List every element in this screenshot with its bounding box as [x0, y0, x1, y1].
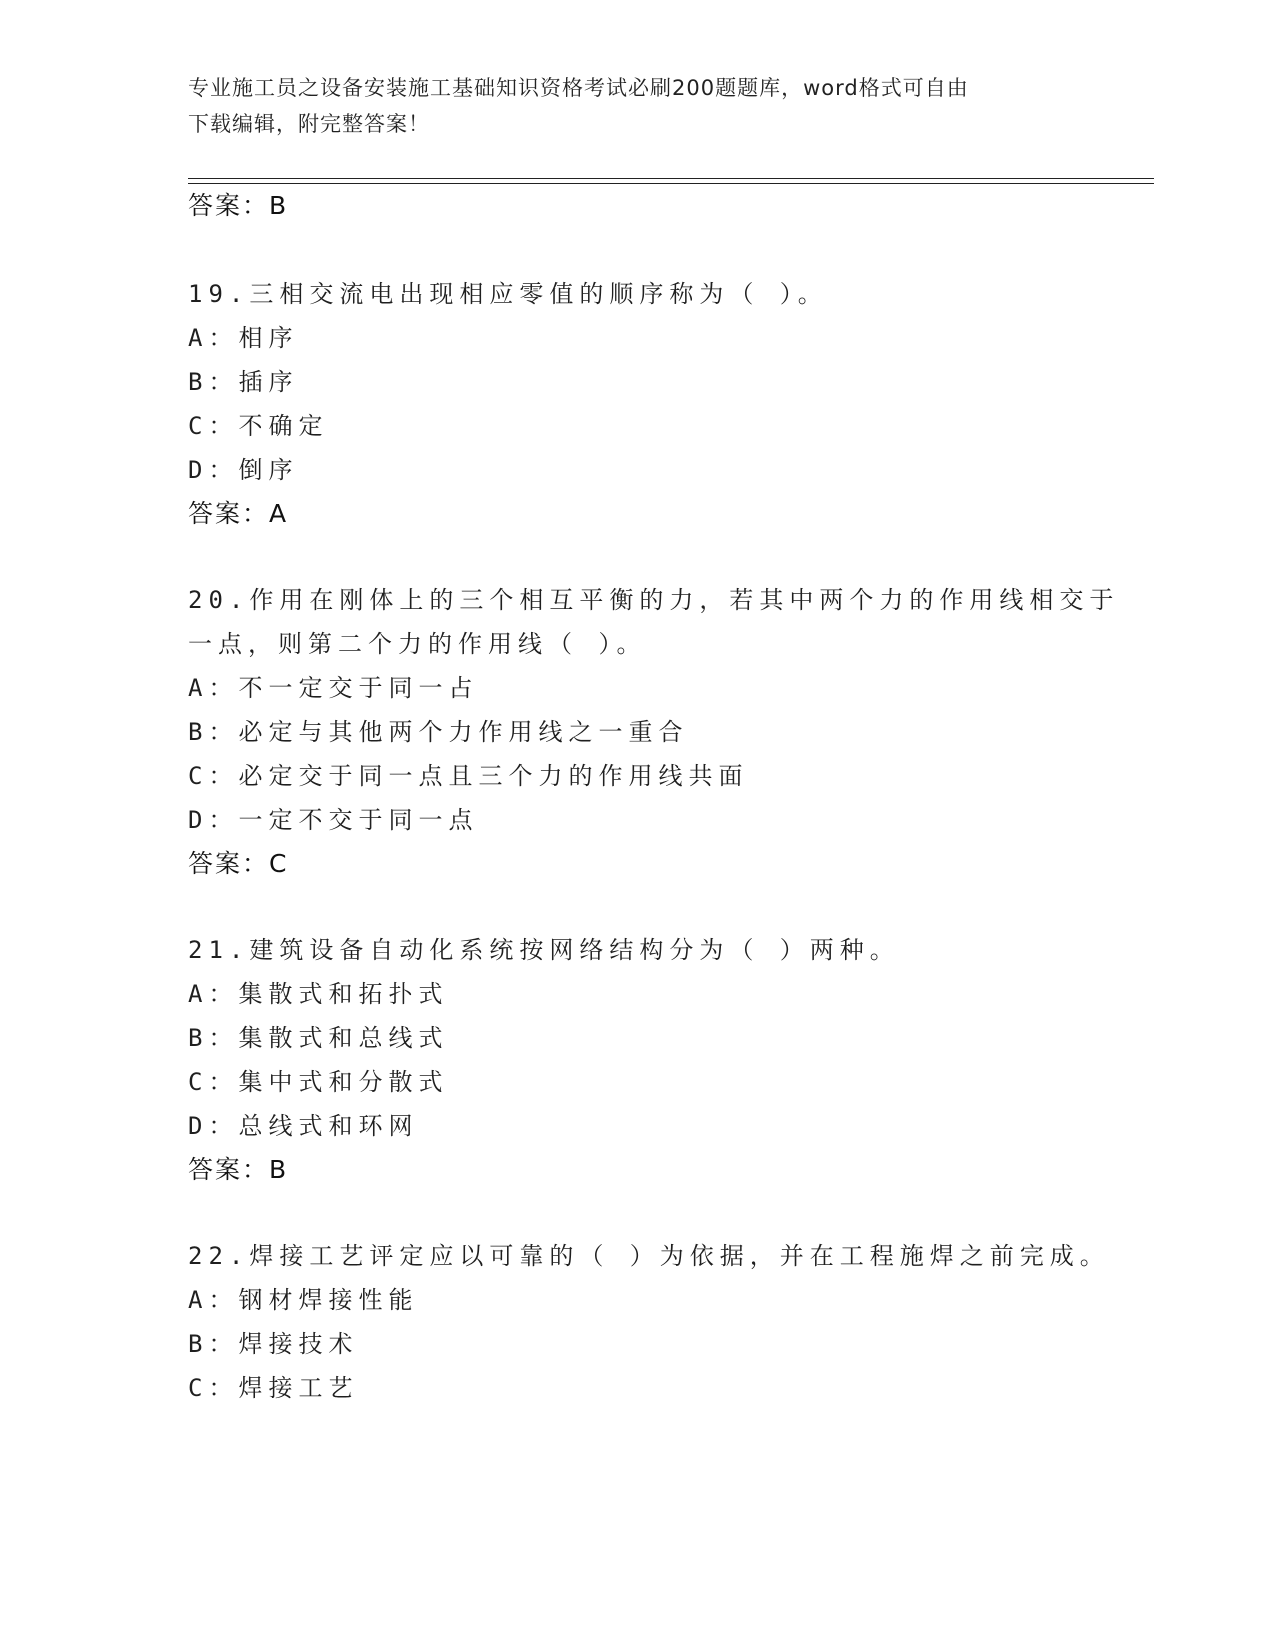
option-a: A：相序 — [188, 324, 299, 352]
option-b: B：焊接技术 — [188, 1330, 359, 1358]
document-header — [188, 70, 1068, 142]
header-divider-bottom — [188, 183, 1154, 184]
option-b: B：必定与其他两个力作用线之一重合 — [188, 718, 689, 746]
answer: 答案：C — [188, 849, 289, 878]
option-d: D：倒序 — [188, 456, 299, 484]
answer: 答案：A — [188, 499, 289, 528]
option-a: A：不一定交于同一占 — [188, 674, 479, 702]
option-c: C：不确定 — [188, 412, 329, 440]
question-stem: 21.建筑设备自动化系统按网络结构分为（ ）两种。 — [188, 936, 900, 964]
option-c: C：焊接工艺 — [188, 1374, 359, 1402]
question-stem-continued: 一点，则第二个力的作用线（ ）。 — [188, 630, 647, 658]
previous-answer: 答案：B — [188, 191, 289, 220]
option-d: D：总线式和环网 — [188, 1112, 419, 1140]
question-stem: 22.焊接工艺评定应以可靠的（ ）为依据，并在工程施焊之前完成。 — [188, 1242, 1110, 1270]
answer: 答案：B — [188, 1155, 289, 1184]
header-line-2: 下载编辑，附完整答案！ — [188, 112, 430, 136]
question-stem: 19.三相交流电出现相应零值的顺序称为（ ）。 — [188, 280, 828, 308]
option-b: B：集散式和总线式 — [188, 1024, 449, 1052]
option-b: B：插序 — [188, 368, 299, 396]
header-divider-top — [188, 178, 1154, 179]
question-stem: 20.作用在刚体上的三个相互平衡的力，若其中两个力的作用线相交于 — [188, 586, 1120, 614]
option-d: D：一定不交于同一点 — [188, 806, 479, 834]
option-a: A：钢材焊接性能 — [188, 1286, 419, 1314]
header-line-1: 专业施工员之设备安装施工基础知识资格考试必刷200题题库，word格式可自由 — [188, 76, 969, 100]
option-c: C：集中式和分散式 — [188, 1068, 449, 1096]
option-c: C：必定交于同一点且三个力的作用线共面 — [188, 762, 749, 790]
option-a: A：集散式和拓扑式 — [188, 980, 449, 1008]
